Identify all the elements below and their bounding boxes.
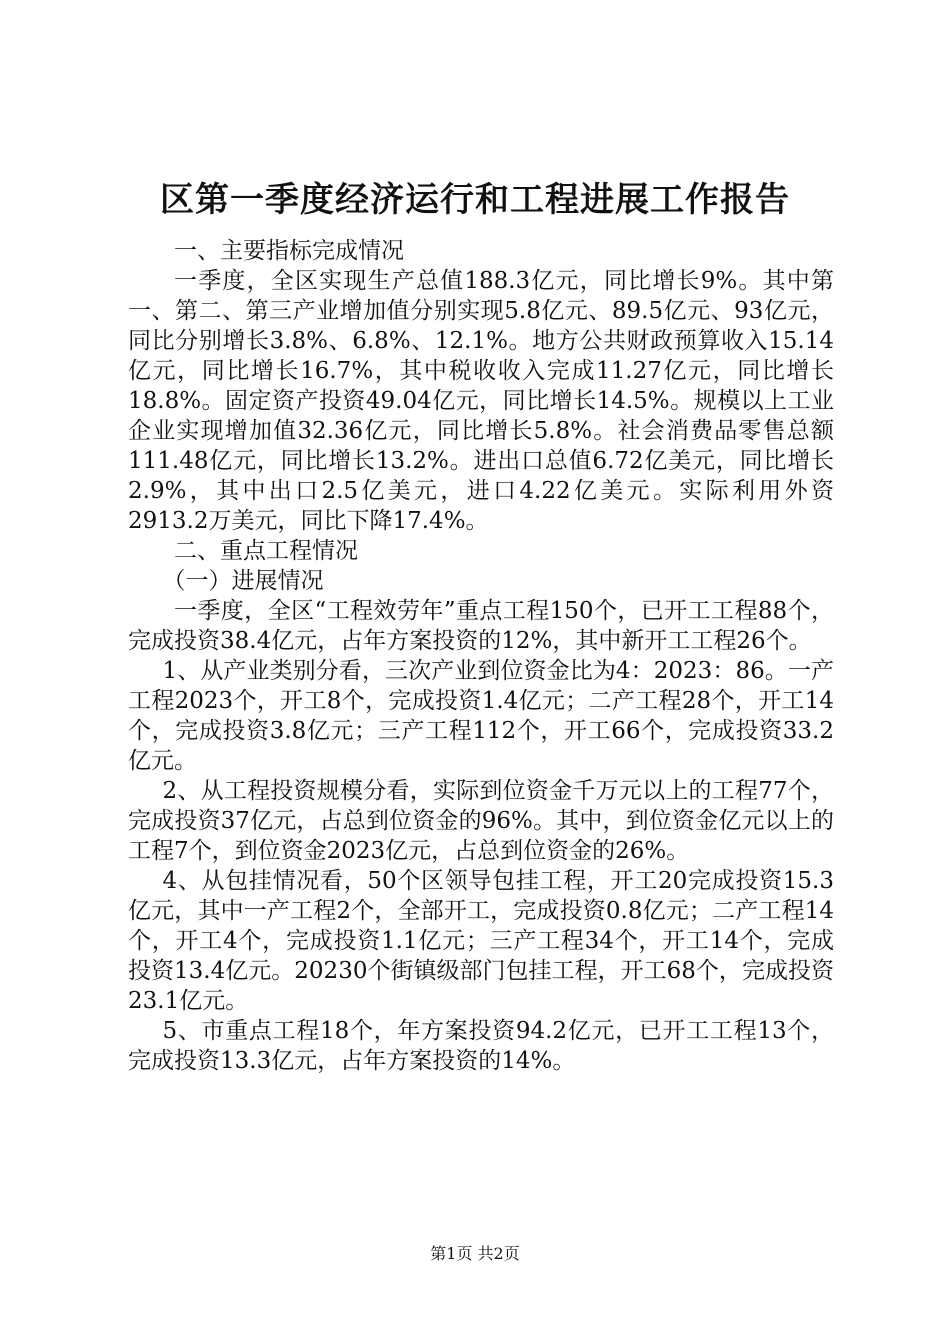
paragraph-city-key-projects: 5、市重点工程18个，年方案投资94.2亿元，已开工工程13个，完成投资13.3亿元，占年方案投资的14%。 (128, 1018, 834, 1074)
document-body (128, 236, 834, 1076)
page-footer: 第1页 共2页 (430, 1244, 520, 1263)
paragraph-main-indicators: 一季度，全区实现生产总值188.3亿元，同比增长9%。其中第一、第二、第三产业增加值分别实现5.8亿元、89.5亿元、93亿元，同比分别增长3.8%、6.8%、12.1%。地方公共财政预算收入15.14亿元，同比增长16.7%，其中税收收入完成11.27亿元，同比增长18.8%。固定资产投资49.04亿元，同比增长14.5%。规模以上工业企业实现增加值32.36亿元，同比增长5.8%。社会消费品零售总额111.48亿元，同比增长13.2%。进出口总值6.72亿美元，同比增长2.9%，其中出口2.5亿美元，进口4.22亿美元。实际利用外资2913.2万美元，同比下降17.4%。 (128, 268, 834, 534)
document-title: 区第一季度经济运行和工程进展工作报告 (160, 180, 790, 220)
paragraph-project-overview: 一季度，全区“工程效劳年”重点工程150个，已开工工程88个，完成投资38.4亿元，占年方案投资的12%，其中新开工工程26个。 (128, 598, 834, 654)
section-heading-2: 二、重点工程情况 (174, 538, 358, 564)
paragraph-leadership-assignment: 4、从包挂情况看，50个区领导包挂工程，开工20完成投资15.3亿元，其中一产工程2个，全部开工，完成投资0.8亿元；二产工程14个，开工4个，完成投资1.1亿元；三产工程34个，开工14个，完成投资13.4亿元。20230个街镇级部门包挂工程，开工68个，完成投资23.1亿元。 (128, 868, 834, 1014)
section-heading-1: 一、主要指标完成情况 (174, 238, 404, 264)
paragraph-investment-scale: 2、从工程投资规模分看，实际到位资金千万元以上的工程77个，完成投资37亿元，占总到位资金的96%。其中，到位资金亿元以上的工程7个，到位资金2023亿元，占总到位资金的26%。 (128, 778, 834, 864)
paragraph-industry-category: 1、从产业类别分看，三次产业到位资金比为4：2023：86。一产工程2023个，开工8个，完成投资1.4亿元；二产工程28个，开工14个，完成投资3.8亿元；三产工程112个，开工66个，完成投资33.2亿元。 (128, 658, 834, 774)
subsection-heading-progress: （一）进展情况 (162, 568, 324, 594)
